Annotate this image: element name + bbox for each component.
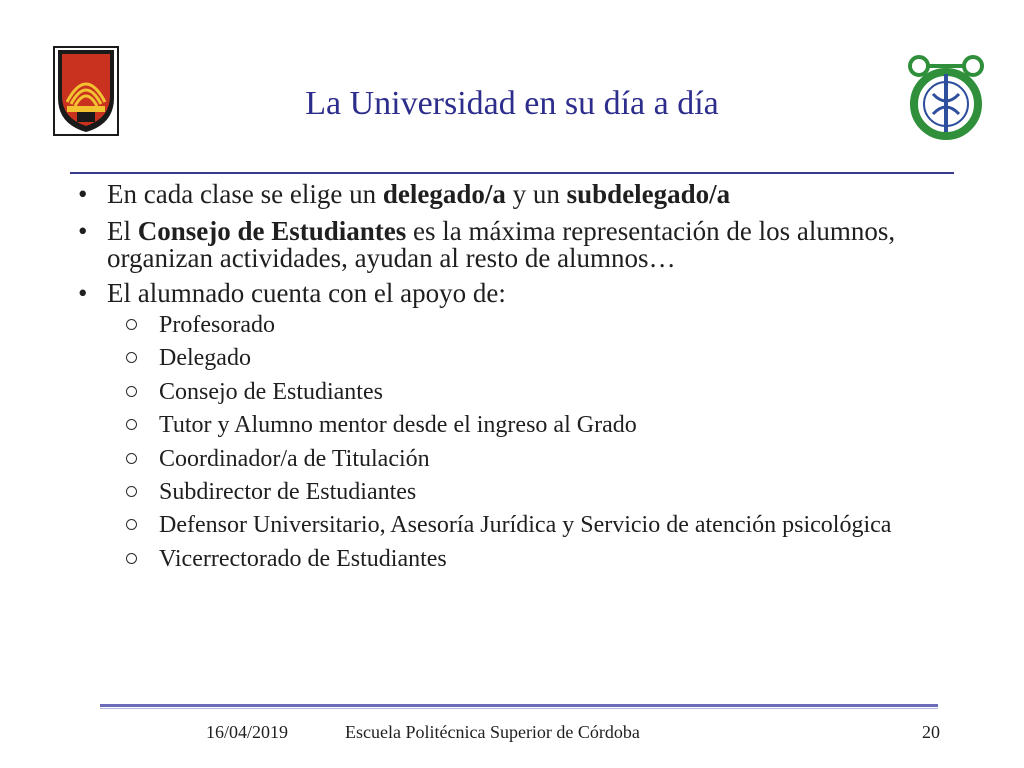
bullet-text: El [107,216,138,246]
sub-item-label: Profesorado [159,312,275,338]
bullet-bold-text: subdelegado/a [566,179,731,209]
sub-item-label: Subdirector de Estudiantes [159,478,417,505]
sub-item [78,480,948,504]
sub-item [78,346,948,370]
circle-bullet-icon [126,553,137,564]
circle-bullet-icon [126,519,137,530]
footer-divider [100,704,938,707]
circle-bullet-icon [126,419,137,430]
circle-bullet-icon [126,486,137,497]
bullet-bold-text: Consejo de Estudiantes [137,216,407,246]
sub-item [78,313,948,337]
bullet-text: En cada clase se elige un [107,179,383,209]
footer-school-name: Escuela Politécnica Superior de Córdoba [345,722,640,742]
slide-title: La Universidad en su día a día [305,85,719,122]
bullet-item [78,181,948,208]
footer-date: 16/04/2019 [206,722,289,742]
bullet-marker: • [78,216,88,246]
sub-item-label: Tutor y Alumno mentor desde el ingreso al Grado [159,412,637,439]
circle-bullet-icon [126,319,137,330]
bullet-item [78,280,948,307]
bullet-marker: • [78,278,88,308]
sub-item-label: Delegado [159,345,251,372]
bullet-bold-text: delegado/a [382,179,506,209]
sub-item [78,380,948,404]
sub-item-label: Vicerrectorado de Estudiantes [159,545,447,572]
footer-page-number: 20 [922,722,940,742]
slide-content [78,181,948,580]
sub-item [78,413,948,437]
circle-bullet-icon [126,386,137,397]
sub-item-label: Consejo de Estudiantes [159,378,383,405]
title-divider [70,172,954,174]
bullet-marker: • [78,179,88,209]
sub-item-label: Coordinador/a de Titulación [159,445,430,472]
sub-item [78,547,948,571]
sub-item [78,513,948,537]
circle-bullet-icon [126,453,137,464]
footer-divider-shadow [100,708,938,709]
bullet-text: y un [505,179,567,209]
sub-item-label: Defensor Universitario, Asesoría Jurídica y Servicio de atención psicológica [159,512,892,539]
bullet-item [78,218,948,272]
circle-bullet-icon [126,352,137,363]
bullet-text: es la máxima representación de los alumnos, organizan actividades, ayudan al resto de alumnos… [107,216,896,273]
bullet-text: El alumnado cuenta con el apoyo de: [107,278,506,308]
sub-item [78,447,948,471]
